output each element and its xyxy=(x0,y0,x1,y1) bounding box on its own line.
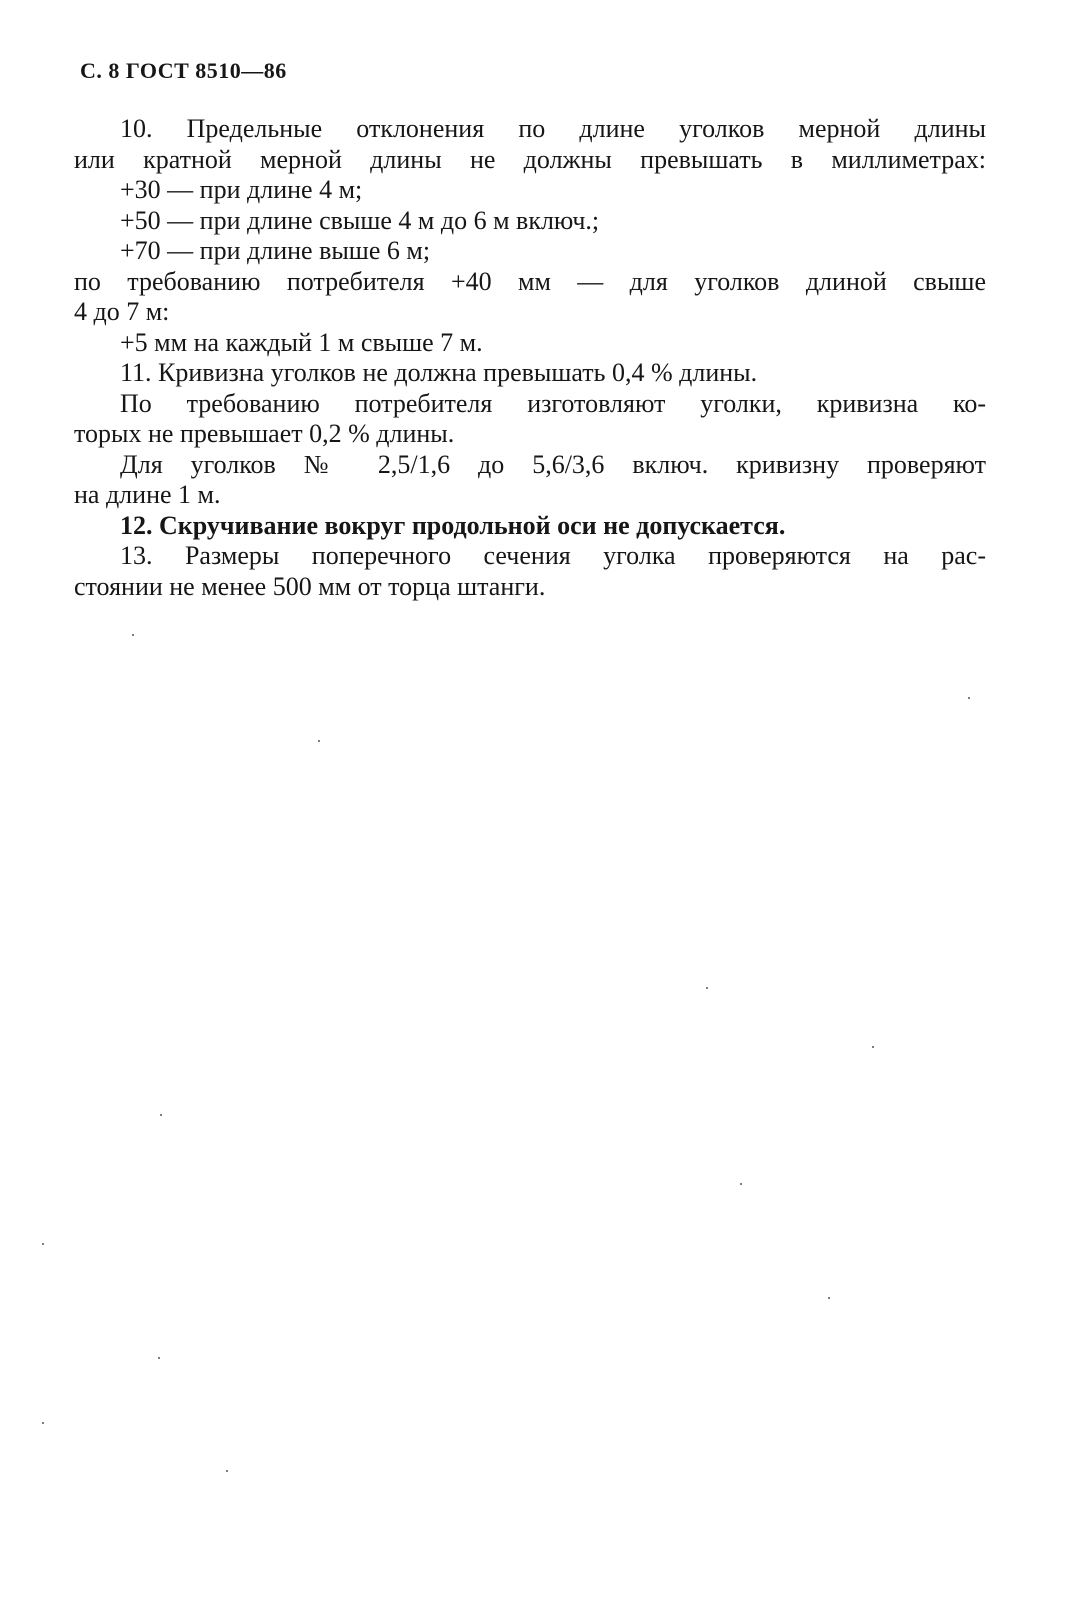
page-header: С. 8 ГОСТ 8510—86 xyxy=(80,58,287,83)
clause-13-line-1: 13. Размеры поперечного сечения уголка проверяются на рас- xyxy=(120,541,986,570)
scan-speck xyxy=(132,634,134,636)
scan-speck xyxy=(42,1422,44,1424)
clause-11-line-2: По требованию потребителя изготовляют уголки, кривизна ко- xyxy=(120,388,986,418)
scan-speck xyxy=(706,987,708,989)
scan-speck xyxy=(160,1114,162,1116)
scan-speck xyxy=(226,1470,228,1472)
scan-speck xyxy=(740,1183,742,1185)
scan-speck xyxy=(968,697,970,699)
scan-speck xyxy=(42,1243,44,1245)
clause-10-item-2: +50 — при длине свыше 4 м до 6 м включ.; xyxy=(120,205,600,235)
scan-speck xyxy=(318,740,320,742)
clause-10-line-4: 4 до 7 м: xyxy=(74,297,170,326)
clause-12-line-1: 12. Скручивание вокруг продольной оси не допускается. xyxy=(120,510,786,540)
scan-speck xyxy=(872,1046,874,1048)
clause-11-line-4: Для уголков № 2,5/1,6 до 5,6/3,6 включ. кривизну проверяют xyxy=(120,449,986,479)
clause-11-line-5: на длине 1 м. xyxy=(74,480,221,509)
clause-11-line-3: торых не превышает 0,2 % длины. xyxy=(74,419,455,448)
clause-11-line-1: 11. Кривизна уголков не должна превышать 0,4 % длины. xyxy=(120,358,758,387)
clause-13-line-2: стоянии не менее 500 мм от торца штанги. xyxy=(74,571,546,601)
scan-speck xyxy=(828,1297,830,1299)
clause-10-item-4: +5 мм на каждый 1 м свыше 7 м. xyxy=(120,327,483,357)
clause-10-line-3: по требованию потребителя +40 мм — для уголков длиной свыше xyxy=(74,266,986,296)
document-body xyxy=(74,114,986,602)
scan-speck xyxy=(158,1357,160,1359)
clause-10-line-1: 10. Предельные отклонения по длине уголков мерной длины xyxy=(120,114,986,143)
clause-10-item-3: +70 — при длине выше 6 м; xyxy=(120,236,431,265)
clause-10-line-2: или кратной мерной длины не должны превышать в миллиметрах: xyxy=(74,144,986,174)
clause-10-item-1: +30 — при длине 4 м; xyxy=(120,175,363,204)
